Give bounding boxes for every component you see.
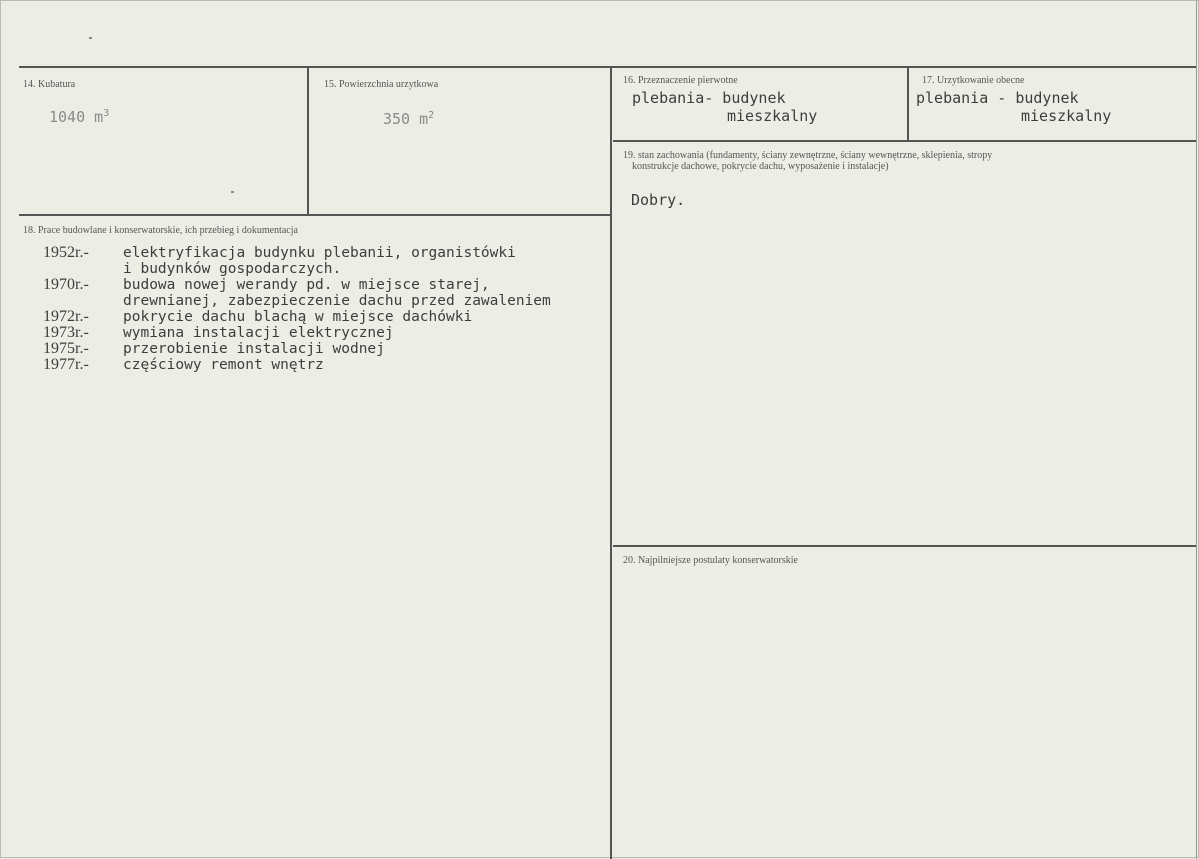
works-entry-row — [43, 277, 551, 293]
works-entry-text: i budynków gospodarczych. — [123, 261, 342, 277]
works-entry-text: częściowy remont wnętrz — [123, 357, 324, 373]
field-19-value: Dobry. — [631, 191, 686, 209]
works-entry-year: 1970r.- — [43, 276, 89, 293]
field-15-value — [383, 107, 434, 128]
works-entry-row — [43, 293, 551, 309]
kubatura-value: 1040 m — [49, 108, 104, 126]
rule-under-14-15 — [19, 214, 611, 216]
kubatura-exponent: 3 — [103, 108, 110, 119]
works-entry-row — [43, 261, 551, 277]
rule-under-16-17 — [613, 140, 1197, 142]
field-14-label: 14. Kubatura — [23, 79, 76, 90]
field-17-line2: mieszkalny — [1021, 107, 1112, 125]
divider-14-15 — [307, 67, 309, 215]
field-20-label: 20. Najpilniejsze postulaty konserwatorskie — [623, 555, 798, 566]
works-entry-row — [43, 309, 551, 325]
works-entry-year — [43, 261, 123, 277]
field-19-label-line1: 19. stan zachowania (fundamenty, ściany zewnętrzne, ściany wewnętrzne, sklepienia, stropy — [623, 150, 993, 161]
field-19-label-line2: konstrukcje dachowe, pokrycie dachu, wyposażenie i instalacje) — [632, 161, 889, 172]
works-entry-text: pokrycie dachu blachą w miejsce dachówki — [123, 309, 473, 325]
field-14-value — [49, 105, 109, 126]
works-entry-year: 1977r.- — [43, 356, 89, 373]
works-entry-row — [43, 325, 551, 341]
speck — [231, 191, 234, 193]
works-entry-row — [43, 341, 551, 357]
field-16-line2: mieszkalny — [727, 107, 818, 125]
top-rule — [19, 66, 1197, 68]
field-18-label: 18. Prace budowlane i konserwatorskie, ich przebieg i dokumentacja — [23, 225, 298, 236]
field-15-label: 15. Powierzchnia urzytkowa — [324, 79, 439, 90]
works-entry-text: drewnianej, zabezpieczenie dachu przed zawaleniem — [123, 293, 551, 309]
speck — [89, 37, 92, 39]
rule-above-20 — [613, 545, 1197, 547]
works-entry-text: budowa nowej werandy pd. w miejsce starej, — [123, 277, 490, 293]
area-exponent: 2 — [428, 110, 435, 121]
area-value: 350 m — [383, 110, 429, 128]
works-entry-text: wymiana instalacji elektrycznej — [123, 325, 394, 341]
field-16-line1: plebania- budynek — [632, 89, 786, 107]
works-entry-text: przerobienie instalacji wodnej — [123, 341, 385, 357]
field-16-label: 16. Przeznaczenie pierwotne — [623, 75, 738, 86]
works-entry-year — [43, 293, 123, 309]
works-entry-row — [43, 245, 551, 261]
works-entry-text: elektryfikacja budynku plebanii, organistówki — [123, 245, 516, 261]
field-17-line1: plebania - budynek — [916, 89, 1079, 107]
right-edge — [1196, 1, 1197, 859]
works-entry-row — [43, 357, 551, 373]
works-list — [43, 245, 551, 373]
works-entry-year: 1973r.- — [43, 324, 89, 341]
divider-16-17 — [907, 67, 909, 141]
main-divider — [610, 67, 612, 859]
works-entry-year: 1952r.- — [43, 244, 89, 261]
field-17-label: 17. Urzytkowanie obecne — [922, 75, 1025, 86]
works-entry-year: 1972r.- — [43, 308, 89, 325]
works-entry-year: 1975r.- — [43, 340, 89, 357]
